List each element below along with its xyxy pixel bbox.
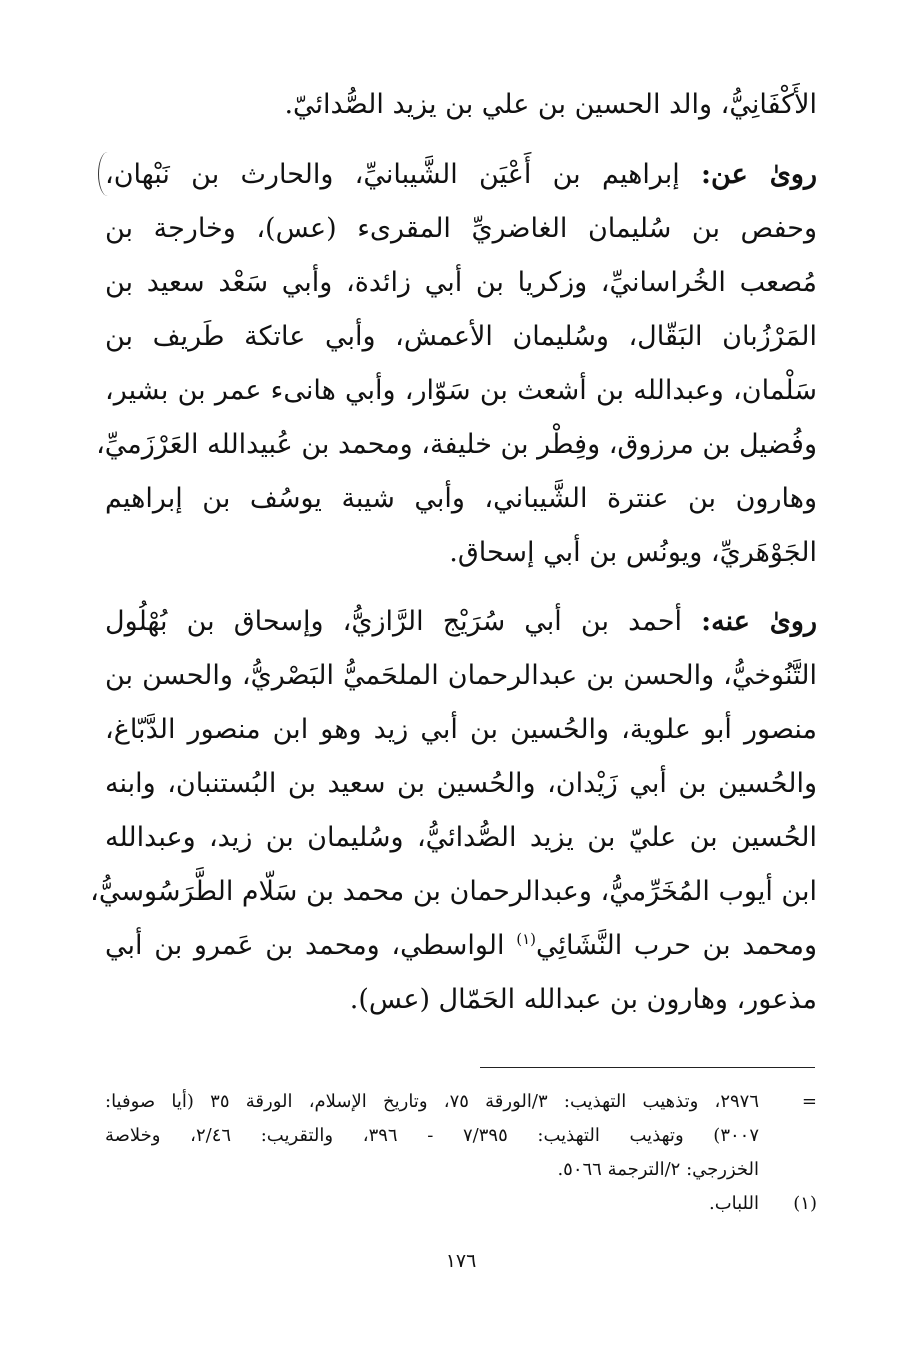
paragraph-continuation [105,78,817,132]
footnote-line: ٣٠٠٧) وتهذيب التهذيب: ٧/٣٩٥ - ٣٩٦، والتقريب: ٢/٤٦، وخلاصة [105,1125,759,1146]
section-lead: روىٰ عن: [701,159,817,190]
footnote-mark: (١) [793,1193,817,1214]
text-line: منصور أبو علوية، والحُسين بن أبي زيد وهو ابن منصور الدَّبّاغ، [105,714,817,745]
page-number: ١٧٦ [445,1250,477,1272]
text-line: مذعور، وهارون بن عبدالله الحَمّال (عس). [349,984,817,1015]
footnote-mark: = [801,1091,817,1112]
text-line: مُصعب الخُراسانيِّ، وزكريا بن أبي زائدة، وأبي سَعْد سعيد بن [105,267,817,298]
text-line: المَرْزُبان البَقّال، وسُليمان الأعمش، وأبي عاتكة طَريف بن [105,321,817,352]
footnote-body [105,1085,759,1187]
text-line: والحُسين بن أبي زَيْدان، والحُسين بن سعيد بن البُستنبان، وابنه [105,768,817,799]
paragraph-narrated-by [90,595,818,1027]
text-line: ابن أيوب المُخَرِّميُّ، وعبدالرحمان بن محمد بن سَلّام الطَّرَسُوسيُّ، [90,876,817,907]
text-line: سَلْمان، وعبدالله بن أشعث بن سَوّار، وأبي هانىء عمر بن بشير، [105,375,817,406]
footnote-separator [480,1067,815,1068]
footnote-reference: (١) [516,930,536,948]
text-line: التَّنُوخيُّ، والحسن بن عبدالرحمان الملحَميُّ البَصْريُّ، والحسن بن [105,660,817,691]
text-line-with-footnote-ref: ومحمد بن حرب النَّشَائِي$^{(١)}$ الواسطي، ومحمد بن عَمرو بن أبي [105,930,818,961]
text-line: وفُضيل بن مرزوق، وفِطْر بن خليفة، ومحمد بن عُبيدالله العَرْزَميِّ، [96,429,817,460]
section-lead: روىٰ عنه: [701,606,818,637]
text-line: الأَكْفَانِيُّ، والد الحسين بن علي بن يزيد الصُّدائيّ. [284,89,817,120]
footnote-continued [105,1085,817,1187]
paragraph-narrated-from [96,148,817,580]
footnote-1 [105,1187,817,1221]
footnote-line: اللباب. [708,1193,759,1214]
footnote-line: الخزرجي: ٢/الترجمة ٥٠٦٦. [557,1159,759,1180]
text-line [105,595,817,649]
footnote-body [105,1187,759,1221]
text-line-rest: أحمد بن أبي سُرَيْج الرَّازيُّ، وإسحاق بن بُهْلُول [105,606,702,637]
text-line: وهارون بن عنترة الشَّيباني، وأبي شيبة يوسُف بن إبراهيم [105,483,817,514]
text-line: الحُسين بن عليّ بن يزيد الصُّدائيُّ، وسُليمان بن زيد، وعبدالله [105,822,817,853]
footnote-line: ٢٩٧٦، وتذهيب التهذيب: ٣/الورقة ٧٥، وتاريخ الإسلام، الورقة ٣٥ (أيا صوفيا: [105,1091,759,1112]
footnotes [105,1085,817,1221]
text-line [105,148,817,202]
text-line: وحفص بن سُليمان الغاضريِّ المقرىء (عس)، وخارجة بن [105,213,817,244]
text-line: الجَوْهَريِّ، ويونُس بن أبي إسحاق. [449,537,817,568]
text-line-rest: إبراهيم بن أَعْيَن الشَّيبانيِّ، والحارث بن نَبْهان، [105,159,702,190]
